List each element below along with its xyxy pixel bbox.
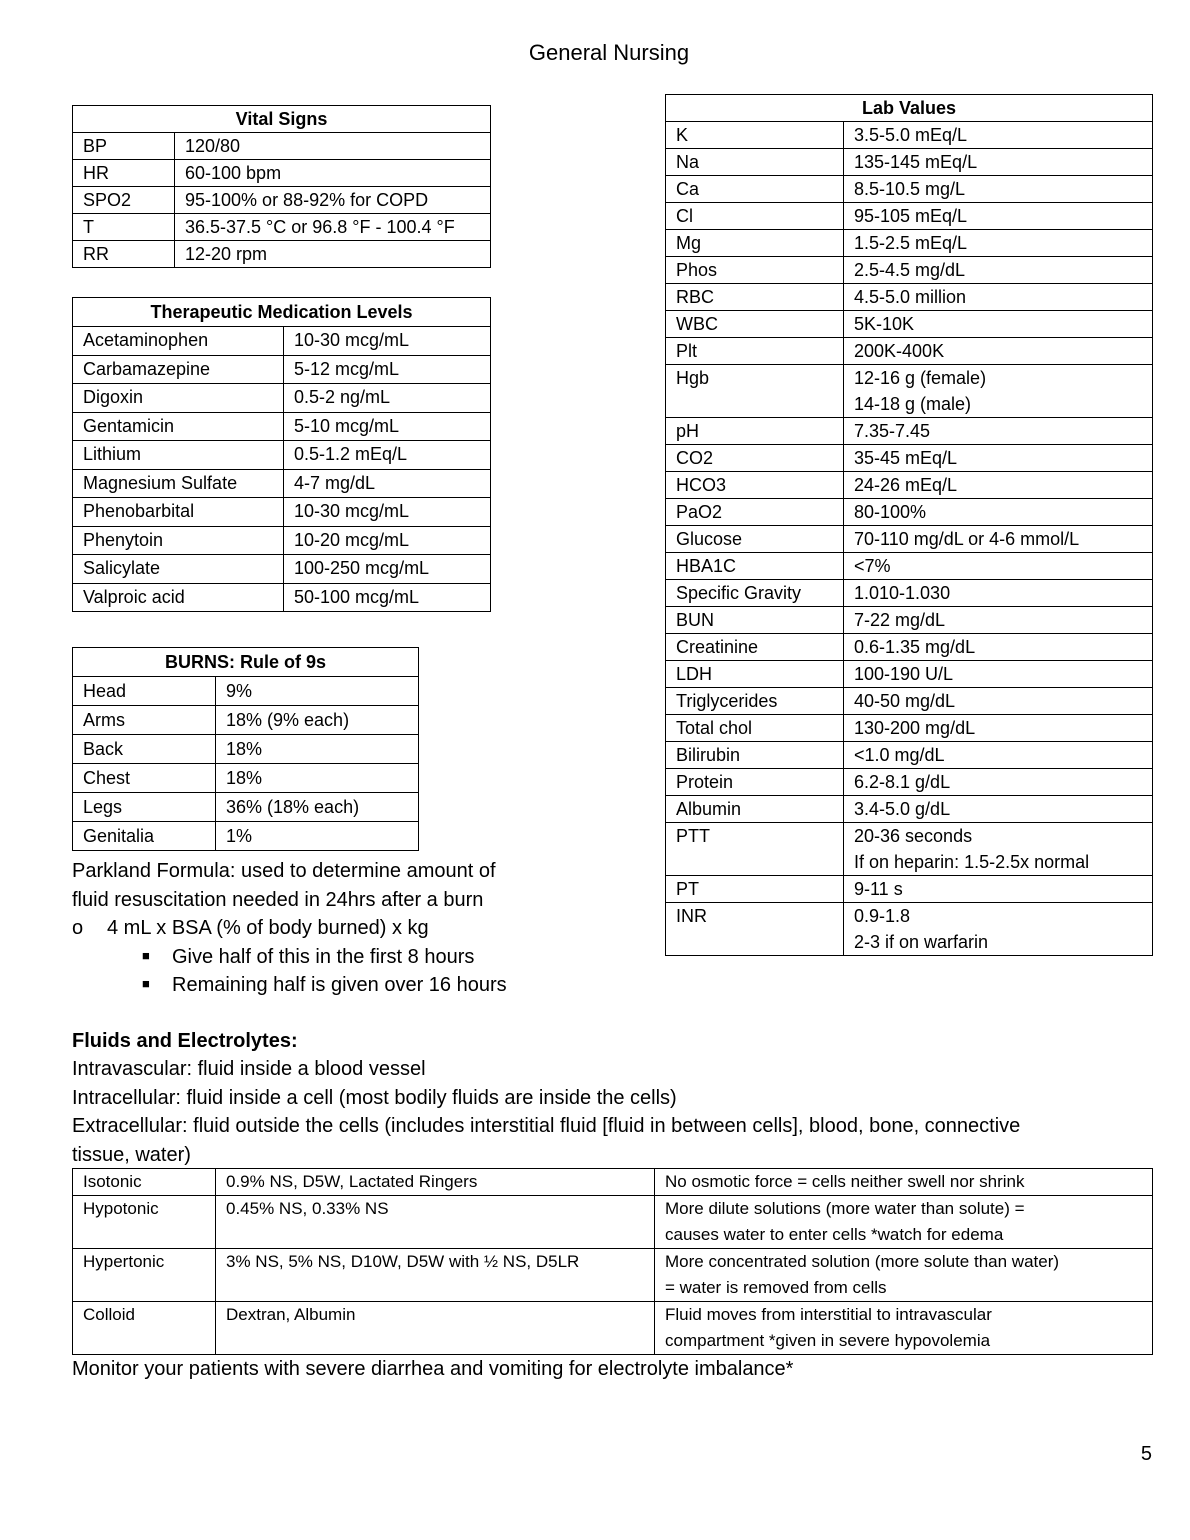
fluid-effect <box>655 1169 1153 1196</box>
drug-name: Phenobarbital <box>73 498 284 527</box>
drug-name: Acetaminophen <box>73 327 284 356</box>
lab-value-line: 80-100% <box>854 502 927 522</box>
table-row <box>666 230 1153 257</box>
lab-value-line: 1.010-1.030 <box>854 583 951 603</box>
parkland-line: Parkland Formula: used to determine amount of <box>72 860 496 882</box>
lab-value-line: 1.5-2.5 mEq/L <box>854 233 968 253</box>
lab-value-line: 24-26 mEq/L <box>854 475 958 495</box>
lab-test-name: Specific Gravity <box>666 580 844 607</box>
body-percent: 18% <box>216 735 419 764</box>
medication-levels-table <box>72 297 491 612</box>
table-row <box>73 706 419 735</box>
table-row <box>73 677 419 706</box>
lab-test-value <box>844 499 1153 526</box>
table-row <box>666 715 1153 742</box>
drug-name: Digoxin <box>73 384 284 413</box>
vital-label: RR <box>73 241 175 268</box>
table-row <box>73 1196 1153 1249</box>
body-percent: 9% <box>216 677 419 706</box>
table-row <box>73 498 491 527</box>
lab-test-name: Total chol <box>666 715 844 742</box>
fluids-table <box>72 1168 1153 1355</box>
table-row <box>666 903 1153 956</box>
lab-test-name: HBA1C <box>666 553 844 580</box>
table-row <box>666 311 1153 338</box>
drug-level: 100-250 mcg/mL <box>284 555 491 584</box>
lab-test-name: INR <box>666 903 844 956</box>
lab-value-line: 3.5-5.0 mEq/L <box>854 125 968 145</box>
lab-test-value <box>844 607 1153 634</box>
table-row <box>666 149 1153 176</box>
lab-test-value <box>844 903 1153 956</box>
vital-label: T <box>73 214 175 241</box>
table-row <box>666 472 1153 499</box>
drug-name: Gentamicin <box>73 412 284 441</box>
lab-values-header: Lab Values <box>666 95 1153 122</box>
fluid-type: Hypotonic <box>73 1196 216 1249</box>
lab-value-line: <7% <box>854 556 891 576</box>
fluids-definitions <box>72 1055 1152 1169</box>
body-part: Back <box>73 735 216 764</box>
drug-level: 5-10 mcg/mL <box>284 412 491 441</box>
page-title: General Nursing <box>528 40 690 65</box>
parkland-line: fluid resuscitation needed in 24hrs after a burn <box>72 888 484 911</box>
burns-header: BURNS: Rule of 9s <box>73 648 419 677</box>
lab-test-name: PaO2 <box>666 499 844 526</box>
lab-value-line: 2-3 if on warfarin <box>854 932 989 952</box>
lab-value-line: 100-190 U/L <box>854 664 954 684</box>
lab-test-name: Hgb <box>666 365 844 418</box>
lab-test-value <box>844 203 1153 230</box>
table-row <box>666 742 1153 769</box>
table-row <box>666 176 1153 203</box>
definition-line: Intracellular: fluid inside a cell (most bodily fluids are inside the cells) <box>72 1086 677 1109</box>
lab-value-line: 6.2-8.1 g/dL <box>854 772 951 792</box>
formula-sub-bullet <box>142 942 474 972</box>
table-row <box>666 661 1153 688</box>
lab-value-line: 20-36 seconds <box>854 826 973 846</box>
page-number: 5 <box>1140 1443 1152 1465</box>
table-row <box>73 1169 1153 1196</box>
definition-line: Intravascular: fluid inside a blood vessel <box>72 1058 426 1080</box>
table-row <box>666 203 1153 230</box>
fluid-effect <box>655 1196 1153 1249</box>
fluids-footer: Monitor your patients with severe diarrhea and vomiting for electrolyte imbalance* <box>72 1358 794 1380</box>
lab-test-value <box>844 176 1153 203</box>
table-row <box>73 133 491 160</box>
fluid-examples: 0.45% NS, 0.33% NS <box>216 1196 655 1249</box>
lab-value-line: 5K-10K <box>854 314 915 334</box>
effect-line: No osmotic force = cells neither swell nor shrink <box>665 1172 1025 1191</box>
lab-test-value <box>844 580 1153 607</box>
lab-test-name: LDH <box>666 661 844 688</box>
formula-sub-bullet <box>142 970 507 1000</box>
drug-name: Carbamazepine <box>73 355 284 384</box>
lab-value-line: 8.5-10.5 mg/L <box>854 179 966 199</box>
formula-sub-text: Give half of this in the first 8 hours <box>172 946 475 968</box>
lab-test-name: PT <box>666 876 844 903</box>
lab-test-name: HCO3 <box>666 472 844 499</box>
lab-test-name: WBC <box>666 311 844 338</box>
lab-test-value <box>844 257 1153 284</box>
lab-value-line: 7.35-7.45 <box>854 421 931 441</box>
lab-test-value <box>844 796 1153 823</box>
vital-signs-table <box>72 105 491 268</box>
vital-value: 36.5-37.5 °C or 96.8 °F - 100.4 °F <box>175 214 491 241</box>
fluid-examples: 3% NS, 5% NS, D10W, D5W with ½ NS, D5LR <box>216 1249 655 1302</box>
lab-test-name: Glucose <box>666 526 844 553</box>
vital-value: 60-100 bpm <box>175 160 491 187</box>
vital-label: SPO2 <box>73 187 175 214</box>
table-row <box>73 764 419 793</box>
lab-test-name: pH <box>666 418 844 445</box>
vital-value: 120/80 <box>175 133 491 160</box>
lab-test-value <box>844 688 1153 715</box>
drug-name: Magnesium Sulfate <box>73 469 284 498</box>
lab-value-line: 35-45 mEq/L <box>854 448 958 468</box>
lab-value-line: 0.6-1.35 mg/dL <box>854 637 976 657</box>
fluid-type: Hypertonic <box>73 1249 216 1302</box>
drug-level: 10-30 mcg/mL <box>284 498 491 527</box>
formula-sub-text: Remaining half is given over 16 hours <box>172 974 507 996</box>
lab-test-value <box>844 445 1153 472</box>
table-row <box>666 796 1153 823</box>
table-row <box>73 555 491 584</box>
lab-test-name: RBC <box>666 284 844 311</box>
lab-value-line: 4.5-5.0 million <box>854 287 967 307</box>
lab-value-line: 70-110 mg/dL or 4-6 mmol/L <box>854 529 1080 549</box>
table-row <box>73 469 491 498</box>
lab-test-value <box>844 526 1153 553</box>
table-row <box>666 418 1153 445</box>
lab-test-name: Cl <box>666 203 844 230</box>
table-row <box>73 241 491 268</box>
table-row <box>666 823 1153 876</box>
formula-bullet <box>72 914 429 943</box>
lab-test-name: CO2 <box>666 445 844 472</box>
lab-value-line: 95-105 mEq/L <box>854 206 968 226</box>
lab-test-name: Phos <box>666 257 844 284</box>
fluid-type: Colloid <box>73 1302 216 1355</box>
vital-value: 95-100% or 88-92% for COPD <box>175 187 491 214</box>
lab-value-line: 40-50 mg/dL <box>854 691 956 711</box>
lab-test-value <box>844 769 1153 796</box>
lab-value-line: 3.4-5.0 g/dL <box>854 799 951 819</box>
lab-value-line: If on heparin: 1.5-2.5x normal <box>854 852 1090 872</box>
vital-label: BP <box>73 133 175 160</box>
lab-test-name: Triglycerides <box>666 688 844 715</box>
fluid-type: Isotonic <box>73 1169 216 1196</box>
body-part: Genitalia <box>73 822 216 851</box>
body-percent: 1% <box>216 822 419 851</box>
definition-line: Extracellular: fluid outside the cells (includes interstitial fluid [fluid in between cells], blood, bone, connective <box>72 1115 1021 1137</box>
fluid-examples: 0.9% NS, D5W, Lactated Ringers <box>216 1169 655 1196</box>
drug-name: Phenytoin <box>73 526 284 555</box>
square-bullet-icon: ■ <box>142 948 150 963</box>
drug-name: Salicylate <box>73 555 284 584</box>
lab-test-name: Plt <box>666 338 844 365</box>
lab-value-line: 0.9-1.8 <box>854 906 911 926</box>
table-row <box>666 876 1153 903</box>
lab-value-line: 130-200 mg/dL <box>854 718 976 738</box>
table-row <box>73 327 491 356</box>
drug-level: 4-7 mg/dL <box>284 469 491 498</box>
lab-test-value <box>844 418 1153 445</box>
table-row <box>73 583 491 612</box>
lab-test-name: PTT <box>666 823 844 876</box>
lab-test-value <box>844 876 1153 903</box>
effect-line: compartment *given in severe hypovolemia <box>665 1331 991 1350</box>
table-row <box>666 634 1153 661</box>
table-row <box>73 355 491 384</box>
body-percent: 18% (9% each) <box>216 706 419 735</box>
table-row <box>666 284 1153 311</box>
lab-value-line: 12-16 g (female) <box>854 368 987 388</box>
table-row <box>666 526 1153 553</box>
table-row <box>666 257 1153 284</box>
table-row <box>666 553 1153 580</box>
body-part: Arms <box>73 706 216 735</box>
lab-test-value <box>844 823 1153 876</box>
table-row <box>666 688 1153 715</box>
table-row <box>73 160 491 187</box>
effect-line: = water is removed from cells <box>665 1278 887 1297</box>
parkland-text <box>72 857 496 914</box>
table-row <box>666 365 1153 418</box>
lab-test-name: Bilirubin <box>666 742 844 769</box>
lab-test-name: Protein <box>666 769 844 796</box>
table-row <box>73 187 491 214</box>
drug-level: 0.5-1.2 mEq/L <box>284 441 491 470</box>
body-percent: 18% <box>216 764 419 793</box>
lab-test-name: Albumin <box>666 796 844 823</box>
lab-test-value <box>844 634 1153 661</box>
lab-test-name: Mg <box>666 230 844 257</box>
fluid-effect <box>655 1249 1153 1302</box>
fluid-effect <box>655 1302 1153 1355</box>
lab-test-name: Creatinine <box>666 634 844 661</box>
effect-line: More dilute solutions (more water than solute) = <box>665 1199 1025 1218</box>
table-row <box>73 735 419 764</box>
square-bullet-icon: ■ <box>142 976 150 991</box>
table-row <box>666 338 1153 365</box>
lab-test-name: Ca <box>666 176 844 203</box>
vital-label: HR <box>73 160 175 187</box>
definition-line: tissue, water) <box>72 1143 191 1166</box>
table-row <box>73 412 491 441</box>
formula-text: 4 mL x BSA (% of body burned) x kg <box>107 917 429 939</box>
effect-line: causes water to enter cells *watch for edema <box>665 1225 1004 1244</box>
drug-level: 50-100 mcg/mL <box>284 583 491 612</box>
drug-level: 10-30 mcg/mL <box>284 327 491 356</box>
table-row <box>666 769 1153 796</box>
lab-test-value <box>844 553 1153 580</box>
table-row <box>73 1302 1153 1355</box>
vital-value: 12-20 rpm <box>175 241 491 268</box>
body-percent: 36% (18% each) <box>216 793 419 822</box>
fluids-heading: Fluids and Electrolytes: <box>72 1030 298 1052</box>
lab-value-line: 2.5-4.5 mg/dL <box>854 260 966 280</box>
fluid-examples: Dextran, Albumin <box>216 1302 655 1355</box>
lab-value-line: 135-145 mEq/L <box>854 152 978 172</box>
drug-level: 0.5-2 ng/mL <box>284 384 491 413</box>
drug-name: Lithium <box>73 441 284 470</box>
table-row <box>73 214 491 241</box>
lab-test-value <box>844 338 1153 365</box>
lab-test-value <box>844 284 1153 311</box>
effect-line: More concentrated solution (more solute than water) <box>665 1252 1060 1271</box>
lab-test-name: Na <box>666 149 844 176</box>
table-row <box>666 607 1153 634</box>
lab-test-name: BUN <box>666 607 844 634</box>
lab-test-value <box>844 742 1153 769</box>
lab-value-line: 200K-400K <box>854 341 945 361</box>
body-part: Chest <box>73 764 216 793</box>
lab-test-value <box>844 661 1153 688</box>
drug-level: 5-12 mcg/mL <box>284 355 491 384</box>
lab-value-line: <1.0 mg/dL <box>854 745 945 765</box>
lab-test-value <box>844 230 1153 257</box>
table-row <box>73 526 491 555</box>
lab-value-line: 14-18 g (male) <box>854 394 972 414</box>
drug-level: 10-20 mcg/mL <box>284 526 491 555</box>
body-part: Head <box>73 677 216 706</box>
table-row <box>73 1249 1153 1302</box>
lab-value-line: 9-11 s <box>854 879 903 899</box>
lab-test-value <box>844 365 1153 418</box>
lab-test-value <box>844 149 1153 176</box>
lab-value-line: 7-22 mg/dL <box>854 610 946 630</box>
table-row <box>666 499 1153 526</box>
table-row <box>73 822 419 851</box>
medication-levels-header: Therapeutic Medication Levels <box>73 298 491 327</box>
table-row <box>666 122 1153 149</box>
lab-test-name: K <box>666 122 844 149</box>
lab-test-value <box>844 472 1153 499</box>
lab-test-value <box>844 122 1153 149</box>
vital-signs-header: Vital Signs <box>73 106 491 133</box>
effect-line: Fluid moves from interstitial to intravascular <box>665 1305 992 1324</box>
lab-values-table <box>665 94 1153 956</box>
body-part: Legs <box>73 793 216 822</box>
table-row <box>73 793 419 822</box>
table-row <box>666 580 1153 607</box>
table-row <box>73 384 491 413</box>
lab-test-value <box>844 311 1153 338</box>
circle-bullet-icon: o <box>72 917 84 939</box>
drug-name: Valproic acid <box>73 583 284 612</box>
table-row <box>73 441 491 470</box>
burns-table <box>72 647 419 851</box>
table-row <box>666 445 1153 472</box>
lab-test-value <box>844 715 1153 742</box>
